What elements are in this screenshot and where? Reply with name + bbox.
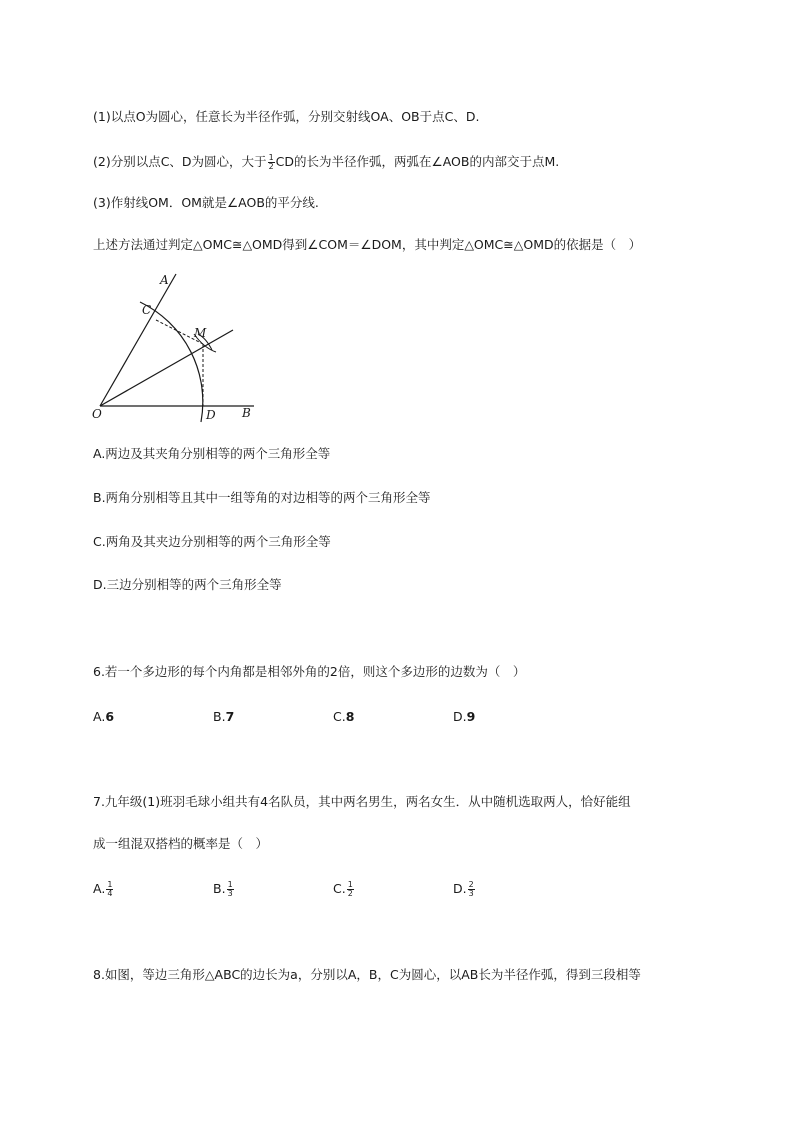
ray-oa xyxy=(100,274,176,406)
label-o: O xyxy=(92,407,102,421)
q7-option-c[interactable] xyxy=(333,880,355,898)
angle-bisector-figure xyxy=(88,266,268,426)
label-a: A xyxy=(160,273,169,287)
q5-option-c[interactable]: C.两角及其夹边分别相等的两个三角形全等 xyxy=(93,534,331,549)
step-1: (1)以点O为圆心，任意长为半径作弧，分别交射线OA、OB于点C、D. xyxy=(93,109,480,124)
option-value: 7 xyxy=(225,709,235,724)
option-value: 8 xyxy=(345,709,355,724)
step-2 xyxy=(93,153,559,171)
fraction-numerator: 1 xyxy=(347,880,353,889)
label-c: C xyxy=(142,303,152,317)
q6-option-b[interactable] xyxy=(213,708,234,726)
q5-option-d[interactable]: D.三边分别相等的两个三角形全等 xyxy=(93,577,282,592)
option-letter: C. xyxy=(333,881,346,896)
fraction-denominator: 4 xyxy=(107,889,113,898)
option-letter: C. xyxy=(333,709,346,724)
fraction-numerator: 2 xyxy=(468,880,474,889)
step-3: (3)作射线OM．OM就是∠AOB的平分线. xyxy=(93,195,319,210)
question-5-stem: 上述方法通过判定△OMC≅△OMD得到∠COM＝∠DOM，其中判定△OMC≅△OMD的依据是（ ） xyxy=(93,237,642,252)
fraction-numerator: 1 xyxy=(107,880,113,889)
label-d: D xyxy=(206,408,216,422)
fraction-numerator: 1 xyxy=(227,880,233,889)
option-fraction xyxy=(227,881,234,898)
q7-option-d[interactable] xyxy=(453,880,476,898)
label-m: M xyxy=(194,326,207,340)
option-letter: B. xyxy=(213,881,226,896)
question-7-stem-line-2: 成一组混双搭档的概率是（ ） xyxy=(93,836,269,851)
label-b: B xyxy=(242,406,251,420)
q5-option-a[interactable]: A.两边及其夹角分别相等的两个三角形全等 xyxy=(93,446,331,461)
fraction-half xyxy=(268,154,275,171)
fraction-denominator: 2 xyxy=(347,889,353,898)
question-8-stem-line-1: 8.如图，等边三角形△ABC的边长为a，分别以A，B，C为圆心，以AB长为半径作弧，得到三段相等 xyxy=(93,967,641,982)
q6-option-c[interactable] xyxy=(333,708,354,726)
option-letter: B. xyxy=(213,709,226,724)
option-letter: D. xyxy=(453,709,467,724)
option-letter: D. xyxy=(453,881,467,896)
q7-option-a[interactable] xyxy=(93,880,114,898)
question-7-stem-line-1: 7.九年级(1)班羽毛球小组共有4名队员，其中两名男生，两名女生．从中随机选取两人，恰好能组 xyxy=(93,794,631,809)
option-fraction xyxy=(347,881,354,898)
option-value: 9 xyxy=(466,709,476,724)
option-letter: A. xyxy=(93,881,106,896)
step-2-post: CD的长为半径作弧，两弧在∠AOB的内部交于点M. xyxy=(275,154,560,169)
fraction-numerator: 1 xyxy=(268,153,274,162)
ray-om xyxy=(100,330,233,406)
question-6-stem: 6.若一个多边形的每个内角都是相邻外角的2倍，则这个多边形的边数为（ ） xyxy=(93,664,526,679)
q7-option-b[interactable] xyxy=(213,880,235,898)
q6-option-d[interactable] xyxy=(453,708,475,726)
option-letter: A. xyxy=(93,709,106,724)
q5-option-b[interactable]: B.两角分别相等且其中一组等角的对边相等的两个三角形全等 xyxy=(93,490,431,505)
fraction-denominator: 2 xyxy=(268,162,274,171)
step-2-pre: (2)分别以点C、D为圆心，大于 xyxy=(93,154,267,169)
q6-option-a[interactable] xyxy=(93,708,114,726)
option-value: 6 xyxy=(105,709,115,724)
option-fraction xyxy=(468,881,475,898)
fraction-denominator: 3 xyxy=(468,889,474,898)
fraction-denominator: 3 xyxy=(227,889,233,898)
option-fraction xyxy=(106,881,113,898)
